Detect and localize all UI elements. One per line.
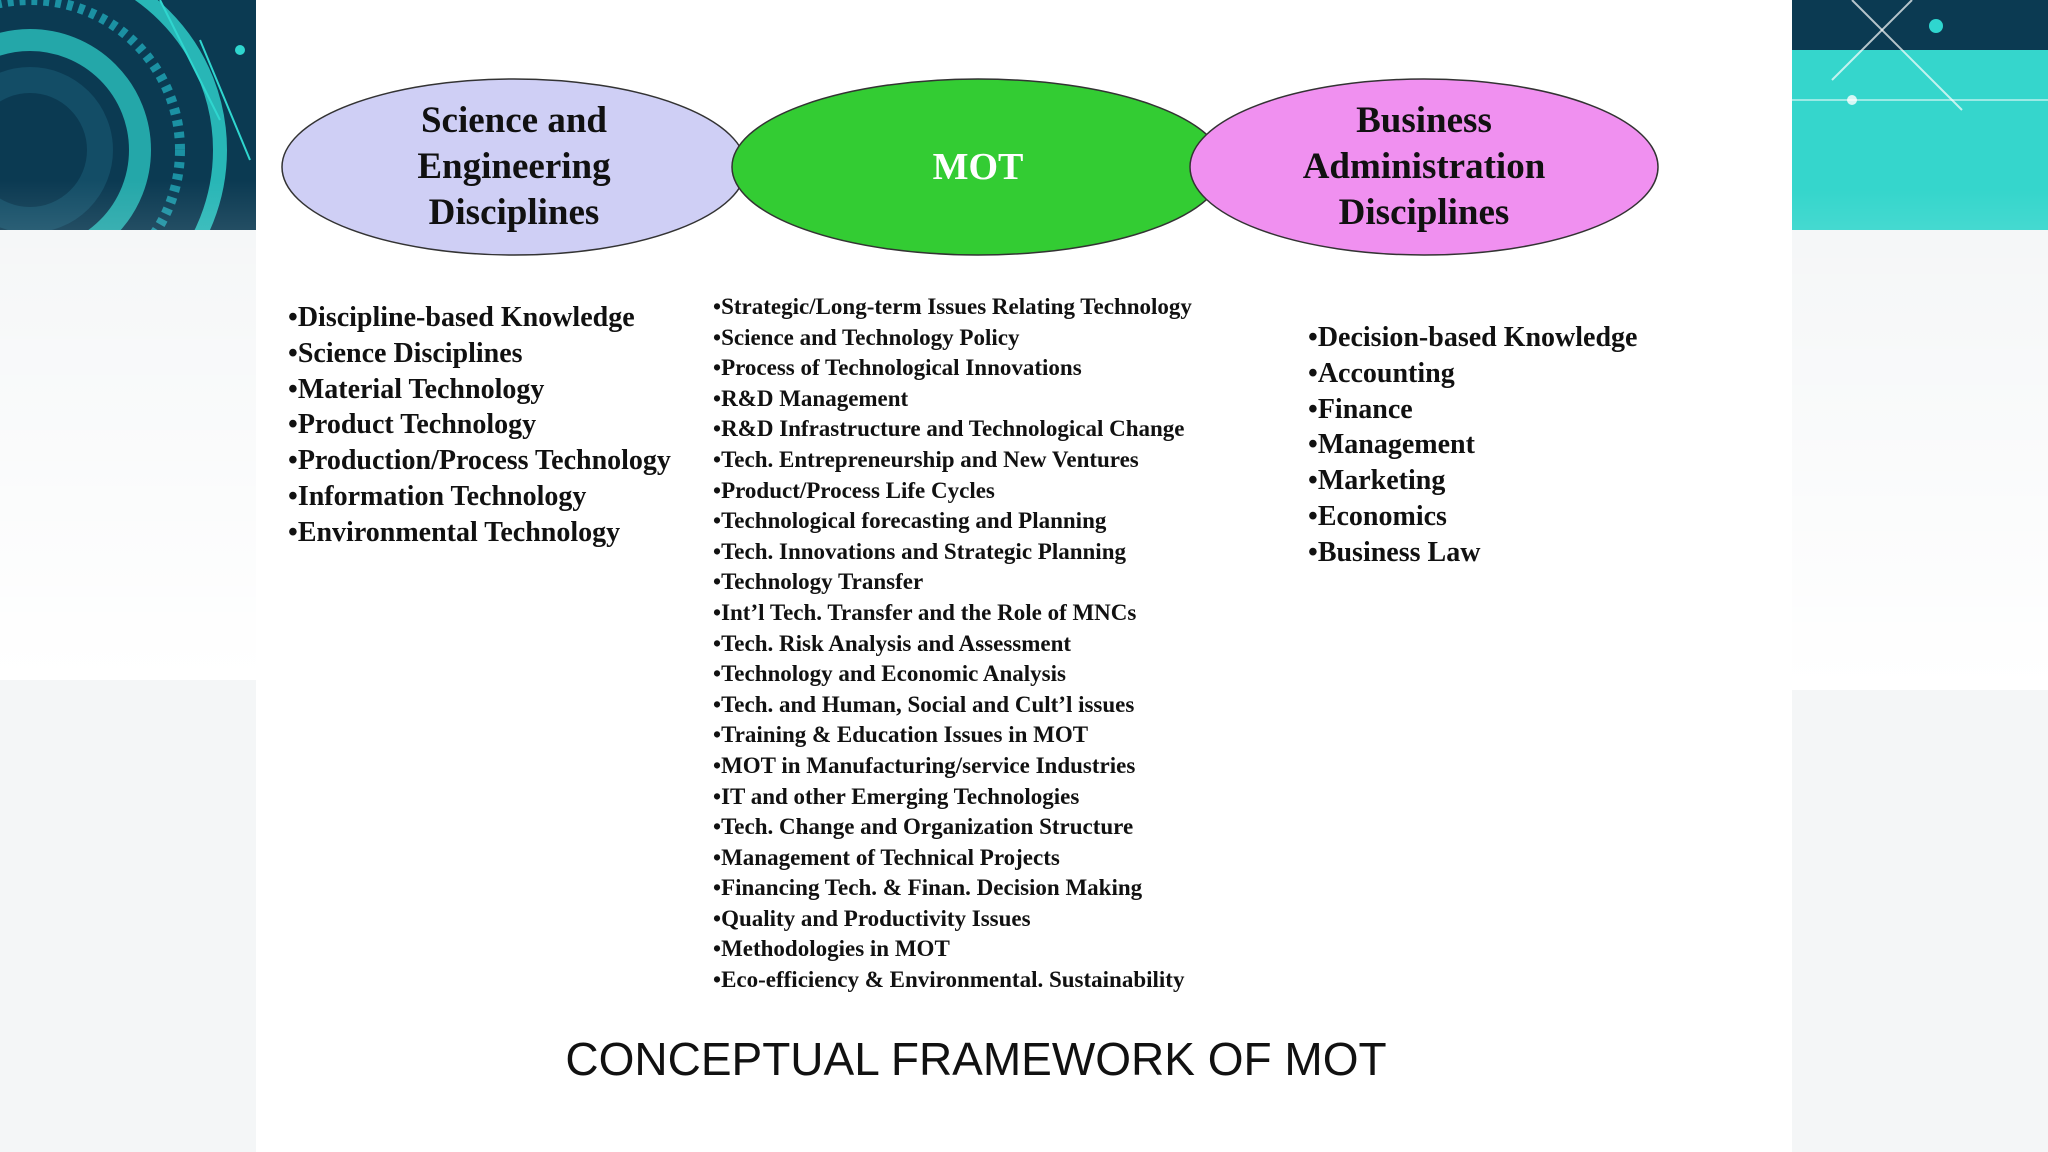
business-topic-item: • Business Law [1308, 535, 1638, 571]
mot-topic-item: • R&D Infrastructure and Technological Change [713, 414, 1192, 445]
science-topic-item: • Environmental Technology [288, 515, 671, 551]
business-topic-item: • Finance [1308, 392, 1638, 428]
business-administration-topics [1308, 320, 1638, 571]
science-topic-item: • Material Technology [288, 372, 671, 408]
slide [256, 0, 1792, 1152]
science-topic-item: • Discipline-based Knowledge [288, 300, 671, 336]
mot-topic-item: • Financing Tech. & Finan. Decision Making [713, 873, 1192, 904]
business-topic-item: • Management [1308, 427, 1638, 463]
slide-caption: CONCEPTUAL FRAMEWORK OF MOT [565, 1033, 1387, 1085]
science-engineering-topics [288, 300, 671, 551]
mot-topic-item: • Tech. Entrepreneurship and New Ventures [713, 445, 1192, 476]
mot-topic-item: • IT and other Emerging Technologies [713, 782, 1192, 813]
mot-label-text: MOT [932, 146, 1024, 188]
mot-topic-item: • Technology Transfer [713, 567, 1192, 598]
mot-topic-item: • Methodologies in MOT [713, 934, 1192, 965]
business-topic-item: • Decision-based Knowledge [1308, 320, 1638, 356]
science-topic-item: • Science Disciplines [288, 336, 671, 372]
mot-topic-item: • Technology and Economic Analysis [713, 659, 1192, 690]
science-label-line-1: Science and [420, 100, 608, 141]
mot-topic-item: • Science and Technology Policy [713, 323, 1192, 354]
mot-topic-item: • Tech. Risk Analysis and Assessment [713, 629, 1192, 660]
mot-topic-item: • Strategic/Long-term Issues Relating Technology [713, 292, 1192, 323]
mot-topic-item: • Technological forecasting and Planning [713, 506, 1192, 537]
decorative-circuit-left [0, 0, 256, 1152]
science-topic-item: • Information Technology [288, 479, 671, 515]
mot-topic-item: • Process of Technological Innovations [713, 353, 1192, 384]
science-topic-item: • Production/Process Technology [288, 443, 671, 479]
mot-topic-item: • Eco-efficiency & Environmental. Sustainability [713, 965, 1192, 996]
business-topic-item: • Accounting [1308, 356, 1638, 392]
decorative-circuit-right [1792, 0, 2048, 1152]
science-label-line-3: Disciplines [428, 192, 600, 233]
science-topic-item: • Product Technology [288, 407, 671, 443]
mot-topic-item: • Training & Education Issues in MOT [713, 720, 1192, 751]
business-label-line-3: Disciplines [1338, 192, 1510, 233]
mot-topic-item: • Tech. Change and Organization Structure [713, 812, 1192, 843]
business-topic-item: • Economics [1308, 499, 1638, 535]
mot-topic-item: • Tech. and Human, Social and Cult’l issues [713, 690, 1192, 721]
mot-topics [713, 292, 1192, 996]
mot-label [778, 144, 1178, 190]
business-label-line-2: Administration [1302, 146, 1546, 187]
mot-topic-item: • Product/Process Life Cycles [713, 476, 1192, 507]
business-topic-item: • Marketing [1308, 463, 1638, 499]
mot-topic-item: • Quality and Productivity Issues [713, 904, 1192, 935]
science-label-line-2: Engineering [417, 146, 611, 187]
science-engineering-label [314, 98, 714, 236]
mot-topic-item: • Tech. Innovations and Strategic Planning [713, 537, 1192, 568]
mot-topic-item: • R&D Management [713, 384, 1192, 415]
business-label-line-1: Business [1356, 100, 1492, 141]
mot-topic-item: • Int’l Tech. Transfer and the Role of MNCs [713, 598, 1192, 629]
mot-topic-item: • Management of Technical Projects [713, 843, 1192, 874]
business-administration-label [1224, 98, 1624, 236]
mot-topic-item: • MOT in Manufacturing/service Industries [713, 751, 1192, 782]
